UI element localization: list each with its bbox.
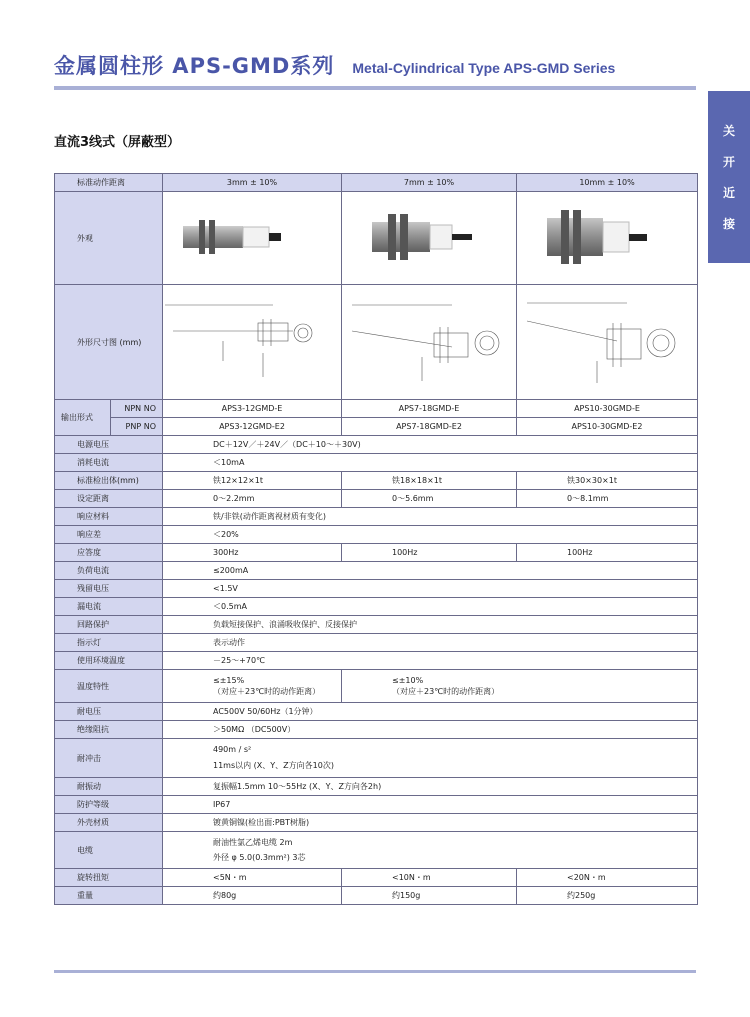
- row-value: 铁30×30×1t: [517, 472, 698, 490]
- temp-value-line: （对应＋23℃时的动作距离）: [392, 687, 500, 696]
- row-value: IP67: [163, 796, 698, 814]
- title-cn: 金属圆柱形 APS-GMD系列: [54, 54, 335, 78]
- table-row: [55, 526, 698, 544]
- row-label: 旋转扭矩: [55, 869, 163, 887]
- row-value: <10N・m: [342, 869, 517, 887]
- pnp-model-18: APS7-18GMD-E2: [342, 418, 517, 436]
- table-row: [55, 174, 698, 192]
- table-row: [55, 652, 698, 670]
- row-value: ＜10mA: [163, 454, 698, 472]
- sensor-photo-18: [342, 192, 517, 285]
- row-label: 防护等级: [55, 796, 163, 814]
- section-title: 直流3线式（屏蔽型）: [54, 135, 181, 150]
- table-row: [55, 634, 698, 652]
- row-label: 指示灯: [55, 634, 163, 652]
- table-row: [55, 285, 698, 400]
- side-tab-char: 接: [722, 217, 735, 231]
- row-label: 外形尺寸图 (mm): [55, 285, 163, 400]
- table-row: [55, 454, 698, 472]
- sensor-12-image: [163, 200, 293, 274]
- row-value: 0～8.1mm: [517, 490, 698, 508]
- dimension-drawing-12: [163, 285, 342, 400]
- row-value: [163, 832, 698, 869]
- row-value: 铁18×18×1t: [342, 472, 517, 490]
- row-label: 标准动作距离: [55, 174, 163, 192]
- sensor-photo-30: [517, 192, 698, 285]
- table-row: [55, 778, 698, 796]
- row-label: 耐冲击: [55, 739, 163, 778]
- table-row: [55, 739, 698, 778]
- distance-3mm: 3mm ± 10%: [163, 174, 342, 192]
- row-label: 重量: [55, 887, 163, 905]
- row-value: 100Hz: [342, 544, 517, 562]
- row-value: 0～2.2mm: [163, 490, 342, 508]
- row-label: 绝缘阻抗: [55, 721, 163, 739]
- row-label: 电源电压: [55, 436, 163, 454]
- dimension-30-diagram: [517, 291, 677, 391]
- table-row: [55, 796, 698, 814]
- row-value: 0～5.6mm: [342, 490, 517, 508]
- temp-value-12: [163, 670, 342, 703]
- row-label: 温度特性: [55, 670, 163, 703]
- side-tab-proximity-switch: [708, 91, 750, 263]
- row-label: 耐振动: [55, 778, 163, 796]
- table-row: [55, 832, 698, 869]
- shock-line: 11ms以内 (X、Y、Z方向各10次): [213, 761, 334, 770]
- table-row: [55, 670, 698, 703]
- row-value: [163, 739, 698, 778]
- row-value: ≤200mA: [163, 562, 698, 580]
- title-en: Metal-Cylindrical Type APS-GMD Series: [352, 60, 616, 76]
- row-value: ＜0.5mA: [163, 598, 698, 616]
- sensor-photo-12: [163, 192, 342, 285]
- temp-value-line: ≤±15%: [213, 676, 245, 685]
- spec-table: [54, 173, 698, 905]
- row-value: DC＋12V／＋24V／（DC＋10～＋30V): [163, 436, 698, 454]
- table-row: [55, 814, 698, 832]
- row-label: 负荷电流: [55, 562, 163, 580]
- row-label: 回路保护: [55, 616, 163, 634]
- table-row: [55, 192, 698, 285]
- row-value: 复振幅1.5mm 10～55Hz (X、Y、Z方向各2h): [163, 778, 698, 796]
- temp-value-line: （对应＋23℃时的动作距离）: [213, 687, 321, 696]
- row-value: 300Hz: [163, 544, 342, 562]
- pnp-model-12: APS3-12GMD-E2: [163, 418, 342, 436]
- row-label: 响应材料: [55, 508, 163, 526]
- row-label: 标准检出体(mm): [55, 472, 163, 490]
- row-value: <5N・m: [163, 869, 342, 887]
- row-value: 约150g: [342, 887, 517, 905]
- pnp-model-30: APS10-30GMD-E2: [517, 418, 698, 436]
- side-tab-char: 开: [722, 155, 735, 169]
- row-label: 应答度: [55, 544, 163, 562]
- page-header: [54, 50, 615, 82]
- row-value: AC500V 50/60Hz（1分钟）: [163, 703, 698, 721]
- row-label: 残留电压: [55, 580, 163, 598]
- shock-line: 490m / s²: [213, 745, 252, 754]
- row-value: ＜20%: [163, 526, 698, 544]
- npn-label: NPN NO: [111, 400, 163, 418]
- table-row: [55, 887, 698, 905]
- row-value: 铁12×12×1t: [163, 472, 342, 490]
- dimension-drawing-18: [342, 285, 517, 400]
- side-tab-char: 近: [722, 186, 735, 200]
- sensor-18-image: [342, 200, 472, 274]
- temp-value-line: ≤±10%: [392, 676, 424, 685]
- row-value: 100Hz: [517, 544, 698, 562]
- table-row: [55, 721, 698, 739]
- row-label: 耐电压: [55, 703, 163, 721]
- row-value: 负载短接保护、浪涌吸收保护、反接保护: [163, 616, 698, 634]
- row-label: 外壳材质: [55, 814, 163, 832]
- pnp-label: PNP NO: [111, 418, 163, 436]
- table-row: [55, 869, 698, 887]
- table-row: [55, 598, 698, 616]
- row-value: <1.5V: [163, 580, 698, 598]
- dimension-18-diagram: [342, 291, 502, 391]
- table-row: [55, 562, 698, 580]
- table-row: [55, 544, 698, 562]
- table-row: [55, 616, 698, 634]
- row-label: 设定距离: [55, 490, 163, 508]
- row-value: 表示动作: [163, 634, 698, 652]
- row-value: 镀黄铜镍(检出面:PBT树脂): [163, 814, 698, 832]
- table-row: [55, 418, 698, 436]
- row-label: 消耗电流: [55, 454, 163, 472]
- cable-line: 耐油性氯乙烯电缆 2m: [213, 838, 293, 847]
- table-row: [55, 580, 698, 598]
- table-row: [55, 508, 698, 526]
- table-row: [55, 436, 698, 454]
- dimension-drawing-30: [517, 285, 698, 400]
- table-row: [55, 490, 698, 508]
- row-value: <20N・m: [517, 869, 698, 887]
- table-row: [55, 472, 698, 490]
- output-form-label: 输出形式: [55, 400, 111, 436]
- table-row: [55, 703, 698, 721]
- row-value: ＞50MΩ （DC500V）: [163, 721, 698, 739]
- npn-model-30: APS10-30GMD-E: [517, 400, 698, 418]
- npn-model-18: APS7-18GMD-E: [342, 400, 517, 418]
- row-label: 外观: [55, 192, 163, 285]
- row-value: 铁/非铁(动作距离视材质有变化): [163, 508, 698, 526]
- distance-7mm: 7mm ± 10%: [342, 174, 517, 192]
- row-label: 响应差: [55, 526, 163, 544]
- row-label: 漏电流: [55, 598, 163, 616]
- row-value: 约250g: [517, 887, 698, 905]
- temp-value-18-30: [342, 670, 698, 703]
- cable-line: 外径 φ 5.0(0.3mm²) 3芯: [213, 853, 306, 862]
- header-rule: [54, 86, 696, 90]
- dimension-12-diagram: [163, 291, 323, 391]
- row-label: 使用环境温度: [55, 652, 163, 670]
- sensor-30-image: [517, 200, 647, 274]
- distance-10mm: 10mm ± 10%: [517, 174, 698, 192]
- row-label: 电缆: [55, 832, 163, 869]
- footer-rule: [54, 970, 696, 973]
- table-row: [55, 400, 698, 418]
- row-value: 约80g: [163, 887, 342, 905]
- row-value: －25～+70℃: [163, 652, 698, 670]
- npn-model-12: APS3-12GMD-E: [163, 400, 342, 418]
- side-tab-char: 关: [722, 124, 735, 138]
